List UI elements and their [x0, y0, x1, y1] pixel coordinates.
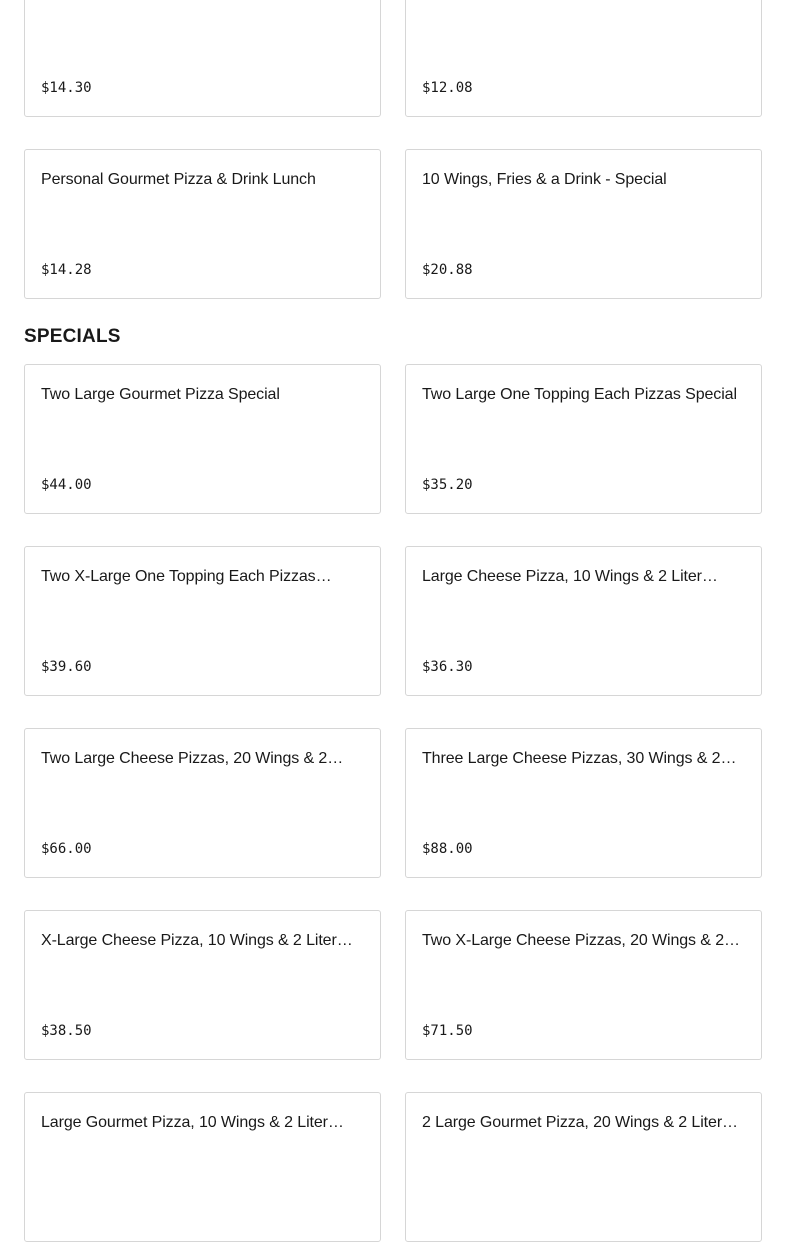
menu-item-name: 2 Large Gourmet Pizza, 20 Wings & 2 Liter…: [422, 1114, 738, 1131]
lunch-specials-grid: [24, 0, 761, 299]
menu-item-price: $66.00: [41, 841, 92, 857]
menu-item-card[interactable]: [24, 0, 381, 117]
menu-item-name: Two X-Large Cheese Pizzas, 20 Wings & 2…: [422, 932, 740, 949]
menu-item-card[interactable]: [24, 1092, 381, 1242]
menu-item-name: Large Cheese Pizza, 10 Wings & 2 Liter…: [422, 568, 718, 585]
menu-item-card[interactable]: [24, 149, 381, 299]
menu-item-card[interactable]: [24, 910, 381, 1060]
menu-item-price: $71.50: [422, 1023, 473, 1039]
menu-item-card[interactable]: [405, 364, 762, 514]
menu-item-card[interactable]: [405, 546, 762, 696]
menu-item-name: Two X-Large One Topping Each Pizzas…: [41, 568, 332, 585]
menu-item-price: $36.30: [422, 659, 473, 675]
menu-item-name: Three Large Cheese Pizzas, 30 Wings & 2…: [422, 750, 737, 767]
menu-page: [24, 0, 761, 1242]
menu-item-price: $14.28: [41, 262, 92, 278]
section-title-specials: SPECIALS: [24, 326, 121, 347]
menu-item-name: X-Large Cheese Pizza, 10 Wings & 2 Liter…: [41, 932, 353, 949]
menu-item-price: $12.08: [422, 80, 473, 96]
menu-item-card[interactable]: [24, 728, 381, 878]
menu-item-price: $88.00: [422, 841, 473, 857]
menu-item-name: Personal Gourmet Pizza & Drink Lunch: [41, 171, 316, 188]
menu-item-price: $35.20: [422, 477, 473, 493]
menu-item-name: Two Large One Topping Each Pizzas Special: [422, 386, 737, 403]
menu-item-name: Large Gourmet Pizza, 10 Wings & 2 Liter…: [41, 1114, 344, 1131]
menu-item-card[interactable]: [24, 546, 381, 696]
menu-item-name: 10 Wings, Fries & a Drink - Special: [422, 171, 667, 188]
menu-item-price: $38.50: [41, 1023, 92, 1039]
menu-item-name: Two Large Gourmet Pizza Special: [41, 386, 280, 403]
menu-item-card[interactable]: [405, 1092, 762, 1242]
menu-item-card[interactable]: [405, 0, 762, 117]
menu-item-card[interactable]: [24, 364, 381, 514]
menu-item-price: $44.00: [41, 477, 92, 493]
menu-item-name: Two Large Cheese Pizzas, 20 Wings & 2…: [41, 750, 344, 767]
menu-item-price: $14.30: [41, 80, 92, 96]
menu-item-card[interactable]: [405, 728, 762, 878]
menu-item-card[interactable]: [405, 149, 762, 299]
menu-item-price: $20.88: [422, 262, 473, 278]
menu-item-price: $39.60: [41, 659, 92, 675]
specials-grid: [24, 364, 761, 1242]
menu-item-card[interactable]: [405, 910, 762, 1060]
